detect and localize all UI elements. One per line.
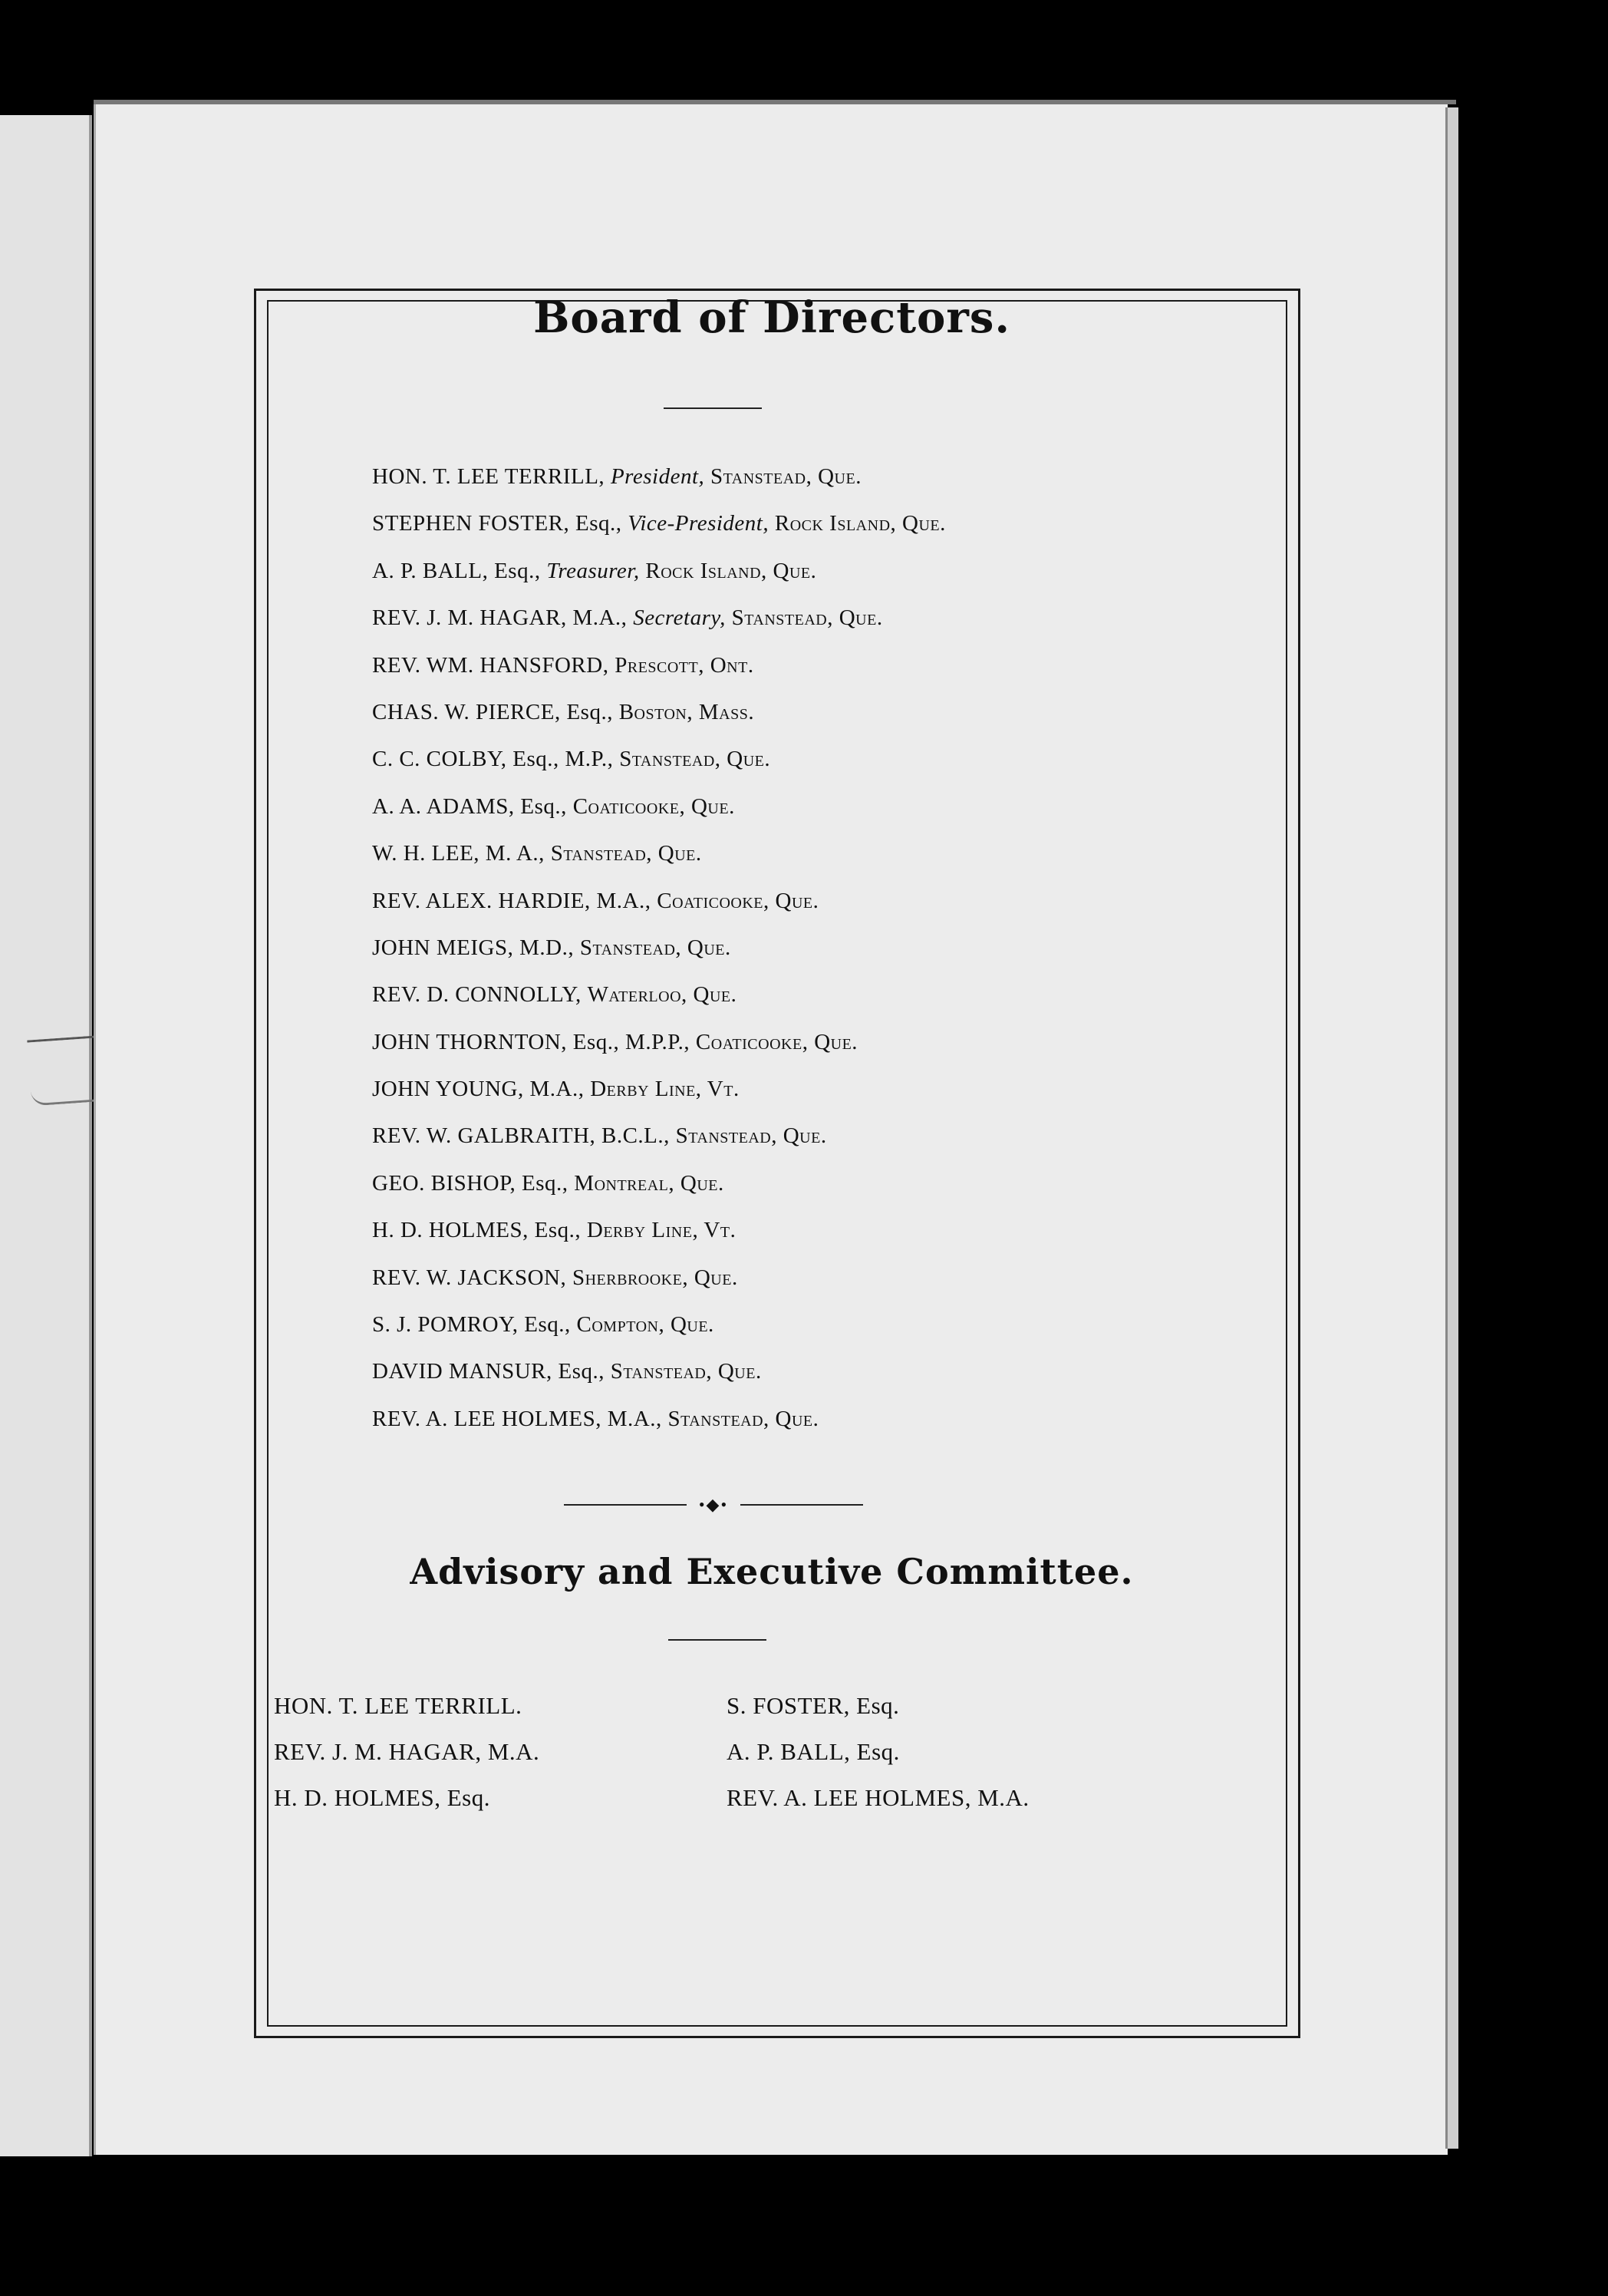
director-name: REV. A. LEE HOLMES, M.A.,: [372, 1406, 662, 1431]
director-name: REV. W. JACKSON,: [372, 1265, 567, 1290]
director-name: REV. J. M. HAGAR, M.A.,: [372, 605, 628, 631]
list-item: [372, 1066, 946, 1113]
list-item: [372, 1113, 946, 1160]
list-item: [372, 925, 946, 972]
director-name: STEPHEN FOSTER, Esq.,: [372, 511, 622, 536]
director-place: Stanstead, Que.: [619, 747, 771, 772]
list-item: REV. J. M. HAGAR, M.A.: [274, 1738, 540, 1765]
list-item: [372, 1301, 946, 1348]
list-item: S. FOSTER, Esq.: [727, 1692, 900, 1719]
list-item: [372, 1396, 946, 1443]
director-place: Stanstead, Que.: [550, 841, 702, 866]
director-place: Derby Line, Vt.: [590, 1077, 740, 1102]
director-place: Stanstead, Que.: [667, 1406, 819, 1431]
list-item: [372, 454, 946, 500]
page-right-edge: [1445, 107, 1458, 2149]
director-name: CHAS. W. PIERCE, Esq.,: [372, 699, 613, 724]
list-item: [372, 595, 946, 642]
director-role: President,: [610, 464, 705, 489]
director-place: Stanstead, Que.: [731, 605, 883, 631]
list-item: [372, 830, 946, 877]
ornament-dots: •◆•: [698, 1495, 729, 1514]
list-item: [372, 689, 946, 736]
committee-list-left: [274, 1683, 539, 1821]
director-name: REV. W. GALBRAITH, B.C.L.,: [372, 1123, 670, 1149]
ornament-line-left: [564, 1504, 687, 1506]
director-place: Stanstead, Que.: [610, 1359, 762, 1384]
list-item: [372, 1348, 946, 1395]
directors-list: [372, 454, 946, 1443]
director-place: Stanstead, Que.: [579, 935, 731, 960]
list-item: [372, 783, 946, 830]
title-divider: [664, 407, 762, 409]
list-item: [372, 736, 946, 783]
director-place: Sherbrooke, Que.: [572, 1265, 738, 1290]
facing-page-edge: [0, 115, 92, 2156]
director-role: Vice-President,: [628, 511, 769, 536]
director-name: A. A. ADAMS, Esq.,: [372, 793, 567, 819]
committee-divider: [668, 1639, 766, 1641]
list-item: [372, 548, 946, 595]
list-item: [372, 1160, 946, 1207]
director-name: A. P. BALL, Esq.,: [372, 558, 541, 583]
director-place: Coaticooke, Que.: [695, 1029, 858, 1054]
director-name: REV. D. CONNOLLY,: [372, 982, 582, 1008]
document-page: [94, 104, 1448, 2155]
list-item: A. P. BALL, Esq.: [727, 1738, 900, 1765]
list-item: [372, 972, 946, 1018]
page-title: Board of Directors.: [533, 292, 1010, 343]
director-name: JOHN THORNTON, Esq., M.P.P.,: [372, 1029, 690, 1054]
director-name: REV. ALEX. HARDIE, M.A.,: [372, 888, 651, 913]
director-place: Boston, Mass.: [618, 699, 755, 724]
committee-title: Advisory and Executive Committee.: [410, 1551, 1134, 1592]
director-place: Coaticooke, Que.: [572, 793, 735, 819]
director-name: JOHN YOUNG, M.A.,: [372, 1077, 585, 1102]
list-item: [372, 1019, 946, 1066]
committee-list-right: [727, 1683, 1030, 1821]
director-place: Montreal, Que.: [574, 1170, 724, 1196]
director-name: C. C. COLBY, Esq., M.P.,: [372, 747, 614, 772]
director-place: Prescott, Ont.: [615, 652, 754, 678]
list-item: REV. A. LEE HOLMES, M.A.: [727, 1784, 1030, 1811]
director-place: Derby Line, Vt.: [586, 1218, 736, 1243]
director-place: Waterloo, Que.: [587, 982, 737, 1008]
list-item: H. D. HOLMES, Esq.: [274, 1784, 490, 1811]
ornament-line-right: [740, 1504, 863, 1506]
director-name: H. D. HOLMES, Esq.,: [372, 1218, 582, 1243]
list-item: [372, 1255, 946, 1301]
director-name: S. J. POMROY, Esq.,: [372, 1312, 571, 1338]
director-name: DAVID MANSUR, Esq.,: [372, 1359, 605, 1384]
list-item: [372, 878, 946, 925]
director-name: HON. T. LEE TERRILL,: [372, 464, 605, 489]
director-role: Treasurer,: [546, 558, 640, 583]
director-place: Stanstead, Que.: [675, 1123, 827, 1149]
director-name: W. H. LEE, M. A.,: [372, 841, 545, 866]
director-name: JOHN MEIGS, M.D.,: [372, 935, 575, 960]
director-place: Rock Island, Que.: [645, 558, 817, 583]
list-item: [372, 500, 946, 547]
director-place: Stanstead, Que.: [710, 464, 862, 489]
section-ornament: [564, 1495, 863, 1514]
director-name: GEO. BISHOP, Esq.,: [372, 1170, 568, 1196]
director-role: Secretary,: [633, 605, 726, 631]
list-item: HON. T. LEE TERRILL.: [274, 1692, 522, 1719]
director-place: Compton, Que.: [576, 1312, 714, 1338]
list-item: [372, 642, 946, 689]
director-place: Rock Island, Que.: [774, 511, 946, 536]
director-place: Coaticooke, Que.: [657, 888, 819, 913]
list-item: [372, 1207, 946, 1254]
director-name: REV. WM. HANSFORD,: [372, 652, 609, 678]
